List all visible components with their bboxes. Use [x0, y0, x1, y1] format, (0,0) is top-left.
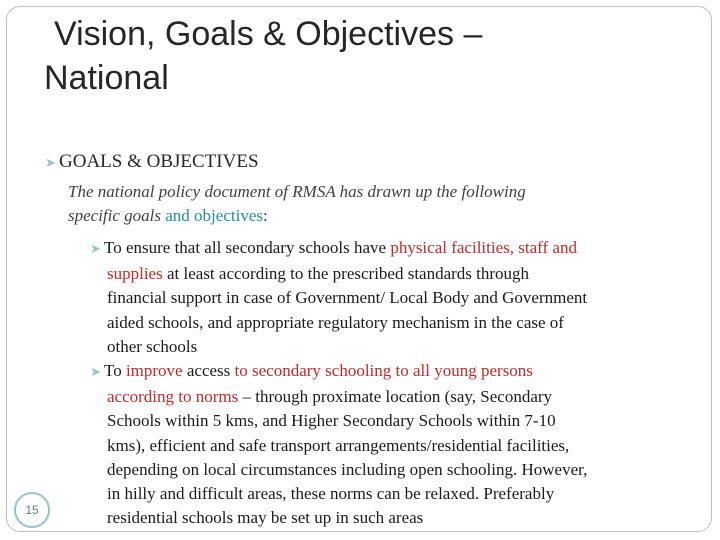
title-line-2: National [44, 59, 169, 97]
goals-heading [45, 151, 259, 173]
bullet1-line-4: aided schools, and appropriate regulatory mechanism in the case of [107, 312, 564, 332]
bullet1-highlight-supplies: supplies [107, 264, 163, 284]
bullet2-line-3: Schools within 5 kms, and Higher Secondary Schools within 7-10 [107, 411, 556, 431]
intro-colon: : [262, 206, 268, 225]
arrow-bullet-icon: ➤ [90, 365, 101, 380]
bullet1-highlight-facilities: physical facilities, staff and [390, 238, 577, 257]
title-line-1: Vision, Goals & Objectives – [54, 15, 483, 53]
bullet2-line-1 [90, 359, 690, 385]
slide-title [44, 12, 684, 100]
bullet2-text-b: – through proximate location (say, Secondary [238, 387, 553, 407]
bullet2-text-access: access [182, 361, 235, 380]
bullet1-text-a: To ensure that all secondary schools have [104, 238, 391, 257]
bullet1-line-2 [90, 262, 690, 286]
page-number-badge [14, 492, 50, 528]
bullet2-line-6: in hilly and difficult areas, these norms can be relaxed. Preferably [107, 484, 555, 504]
bullet2-highlight-schooling: to secondary schooling to all young persons [234, 361, 533, 380]
arrow-bullet-icon: ➤ [90, 242, 101, 257]
bullet-improve-access [90, 359, 690, 530]
intro-objectives: and objectives [161, 206, 263, 225]
bullet2-line-5: depending on local circumstances including open schooling. However, [107, 459, 588, 479]
goals-heading-text: GOALS & OBJECTIVES [59, 151, 259, 172]
bullet2-highlight-improve: improve [125, 361, 183, 380]
bullet2-text-a: To [104, 361, 126, 380]
bullet1-line-3: financial support in case of Government/ Local Body and Government [107, 288, 588, 308]
intro-paragraph [68, 180, 688, 228]
bullet2-line-2 [90, 385, 690, 409]
page-number: 15 [25, 503, 39, 517]
bullet-physical-facilities [90, 236, 690, 359]
bullet1-text-b: at least according to the prescribed standards through [162, 264, 530, 284]
intro-line-1: The national policy document of RMSA has drawn up the following [68, 182, 526, 201]
bullet2-highlight-norms: according to norms [107, 387, 239, 407]
bullet2-line-4: kms), efficient and safe transport arrangements/residential facilities, [107, 435, 570, 455]
arrow-bullet-icon: ➤ [45, 156, 56, 171]
bullet1-line-5: other schools [107, 336, 198, 356]
bullet2-line-7: residential schools may be set up in such areas [107, 508, 424, 528]
bullet1-line-1 [90, 236, 690, 262]
intro-specific-goals: specific goals [68, 206, 162, 225]
